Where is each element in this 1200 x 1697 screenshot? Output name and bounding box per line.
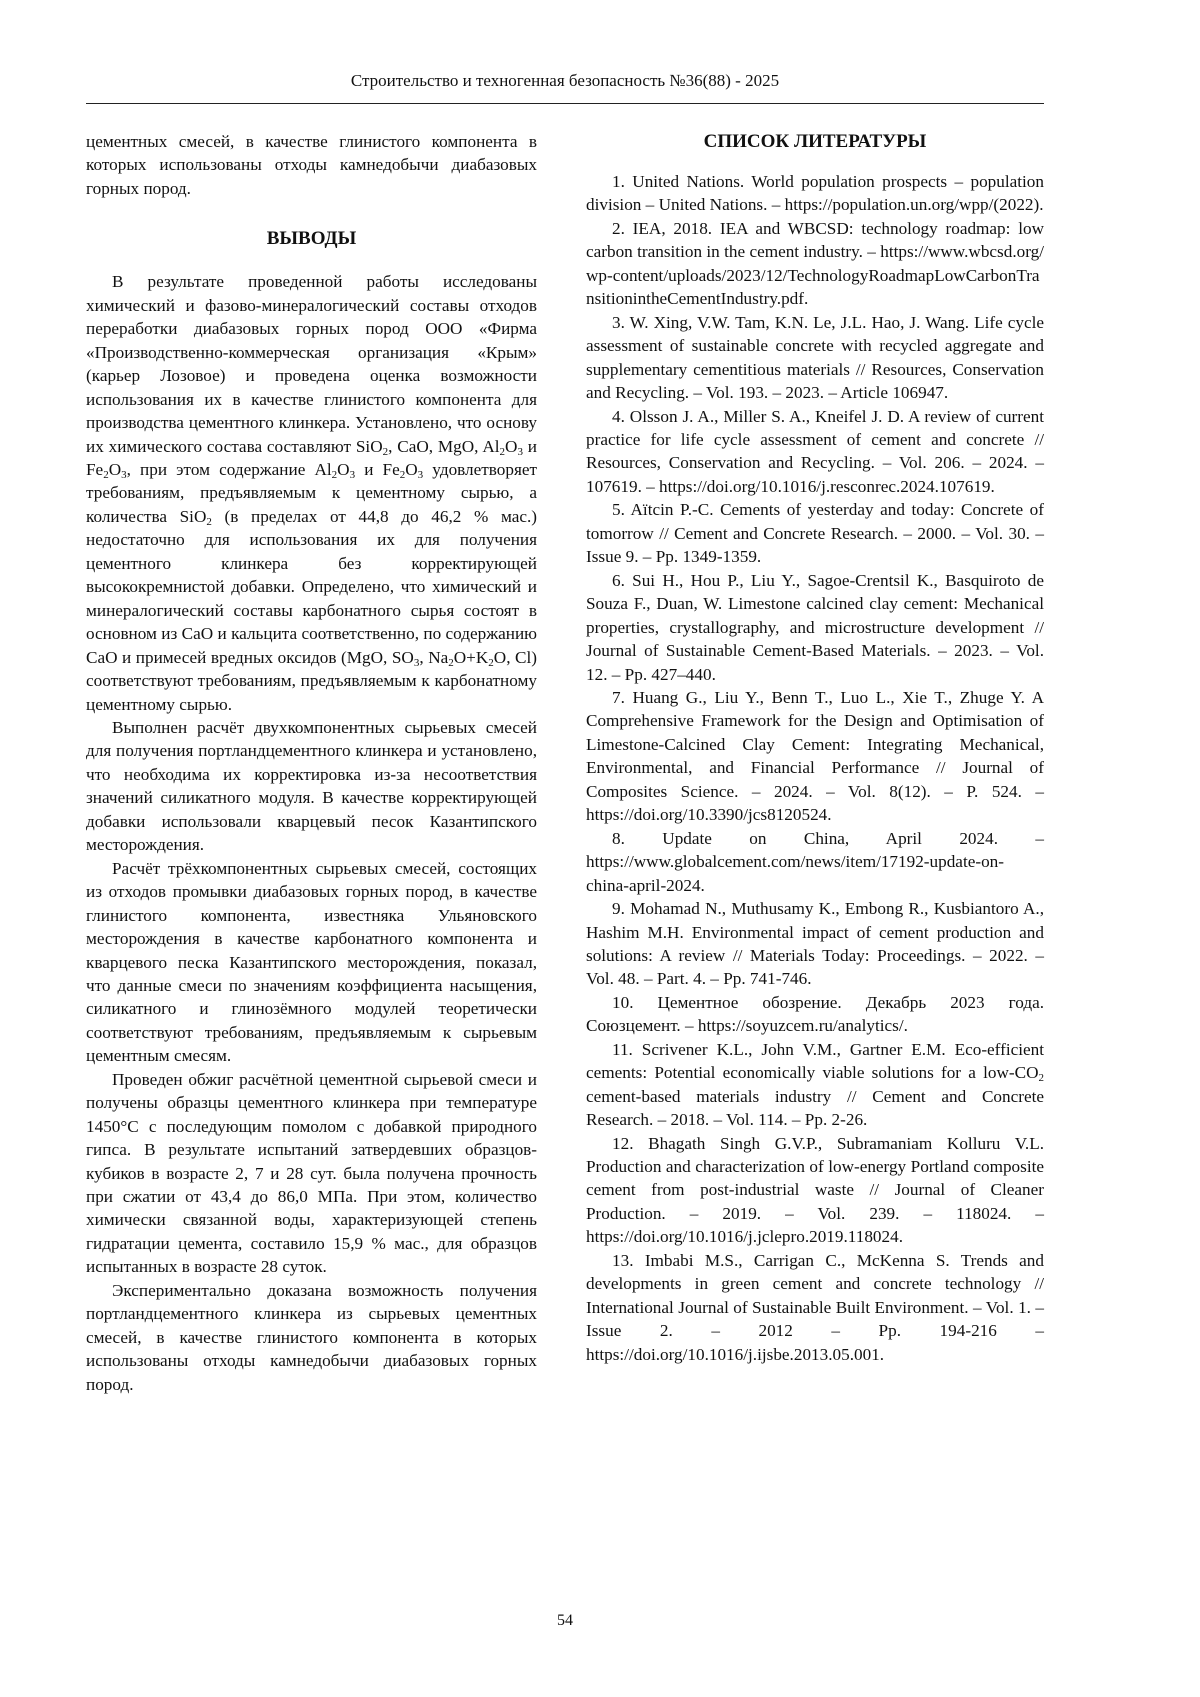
references-heading: СПИСОК ЛИТЕРАТУРЫ [703, 131, 927, 152]
reference-3: 3. W. Xing, V.W. Tam, K.N. Le, J.L. Hao, J. Wang. Life cycle assessment of sustainable concrete with recycled aggregate and supplementary cementitious materials // Resources, Conservation and Recycling. – Vol. 193. – 2023. – Article 106947. [586, 312, 1044, 403]
reference-8: 8. Update on China, April 2024. – https://www.globalcement.com/news/item/17192-update-on-china-april-2024. [586, 828, 1044, 895]
intro-fragment: цементных смесей, в качестве глинистого компонента в которых использованы отходы камнедобычи диабазовых горных пород. [86, 132, 537, 198]
reference-10: 10. Цементное обозрение. Декабрь 2023 года. Союзцемент. – https://soyuzcem.ru/analytics/. [586, 992, 1044, 1036]
reference-11: 11. Scrivener K.L., John V.M., Gartner E.M. Eco-efficient cements: Potential economically viable solutions for a low-$CO_2$ cement-based materials industry // Cement and Concrete Research. – 2018. – Vol. 114. – Pp. 2-26. [586, 1039, 1044, 1130]
reference-9: 9. Mohamad N., Muthusamy K., Embong R., Kusbiantoro A., Hashim M.H. Environmental impact of cement production and solutions: A review // Materials Today: Proceedings. – 2022. – Vol. 48. – Part. 4. – Pp. 741-746. [586, 899, 1044, 989]
reference-4: 4. Olsson J. A., Miller S. A., Kneifel J. D. A review of current practice for life cycle assessment of cement and concrete // Resources, Conservation and Recycling. – Vol. 206. – 2024. – 107619. – https://doi.org/10.1016/j.resconrec.2024.107619. [586, 406, 1044, 496]
conclusions-paragraph-3: Расчёт трёхкомпонентных сырьевых смесей, состоящих из отходов промывки диабазовых горных пород, в качестве глинистого компонента, известняка Ульяновского месторождения в качестве карбонатного компонента и кварцевого песка Казантипского месторождения, показал, что данные смеси по значениям коэффициента насыщения, силикатного и глинозёмного модулей теоретически соответствуют требованиям, предъявляемым к сырьевым цементным смесям. [86, 858, 537, 1066]
reference-6: 6. Sui H., Hou P., Liu Y., Sagoe-Crentsil K., Basquiroto de Souza F., Duan, W. Limestone calcined clay cement: Mechanical properties, crystallography, and microstructure development // Journal of Sustainable Cement-Based Materials. – 2023. – Vol. 12. – Pp. 427–440. [586, 570, 1044, 684]
reference-2-url: https://www.wbcsd.org/wp-content/uploads/2023/12/TechnologyRoadmapLowCarbonTransitionintheCementIndustry.pdf. [586, 242, 1044, 309]
reference-5: 5. Aïtcin P.-C. Cements of yesterday and today: Concrete of tomorrow // Cement and Concrete Research. – 2000. – Vol. 30. – Issue 9. – Pp. 1349-1359. [586, 500, 1044, 567]
conclusions-heading: ВЫВОДЫ [266, 228, 357, 250]
page-number: 54 [557, 1612, 573, 1629]
conclusions-paragraph-5: Экспериментально доказана возможность получения портландцементного клинкера из сырьевых цементных смесей, в качестве глинистого компонента в которых использованы отходы камнедобычи диабазовых горных пород. [86, 1280, 537, 1394]
reference-7: 7. Huang G., Liu Y., Benn T., Luo L., Xie T., Zhuge Y. A Comprehensive Framework for the Design and Optimisation of Limestone-Calcined Clay Cement: Integrating Mechanical, Environmental, and Financial Performance // Journal of Composites Science. – 2024. – Vol. 8(12). – P. 524. – https://doi.org/10.3390/jcs8120524. [586, 687, 1044, 825]
reference-12: 12. Bhagath Singh G.V.P., Subramaniam Kolluru V.L. Production and characterization of low-energy Portland composite cement from post-industrial waste // Journal of Cleaner Production. – 2019. – Vol. 239. – 118024. – https://doi.org/10.1016/j.jclepro.2019.118024. [586, 1133, 1044, 1247]
right-column [586, 130, 1044, 1366]
conclusions-paragraph-1: В результате проведенной работы исследованы химический и фазово-минералогический составы отходов переработки диабазовых горных пород ООО «Фирма «Производственно-коммерческая организация «Крым» (карьер Лозовое) и проведена оценка возможности использования их в качестве глинистого компонента для производства цементного клинкера. Установлено, что основу их химического состава составляют SiO$_2$, CaO, MgO, $Al_2O_3$ и $Fe_2O_3$, при этом содержание $Al_2O_3$ и $Fe_2O_3$ удовлетворяет требованиям, предъявляемым к цементному сырью, а количества SiO$_2$ (в пределах от 44,8 до 46,2 % мас.) недостаточно для использования их для получения цементного клинкера без корректирующей высококремнистой добавки. Определено, что химический и минералогический составы карбонатного сырья состоят в основном из CaO и кальцита соответственно, по содержанию CaO и примесей вредных оксидов (MgO, $SO_3$, $Na_2O+K_2O$, Cl) соответствуют требованиям, предъявляемым к карбонатному цементному сырью. [86, 272, 537, 714]
reference-2: 2. IEA, 2018. IEA and WBCSD: technology roadmap: low carbon transition in the cement industry. – https://www.wbcsd.org/wp-content/uploads/2023/12/TechnologyRoadmapLowCarbonTransitionintheCementIndustry.pdf. [586, 218, 1044, 309]
reference-1: 1. United Nations. World population prospects – population division – United Nations. – https://population.un.org/wpp/(2022). [586, 172, 1044, 215]
conclusions-paragraph-4: Проведен обжиг расчётной цементной сырьевой смеси и получены образцы цементного клинкера при температуре 1450°С с последующим помолом с добавкой природного гипса. В результате испытаний затвердевших образцов-кубиков в возрасте 2, 7 и 28 сут. была получена прочность при сжатии от 43,4 до 86,0 МПа. При этом, количество химически связанной воды, характеризующей степень гидратации цемента, составило 15,9 % мас., для образцов испытанных в возрасте 28 суток. [86, 1069, 537, 1277]
conclusions-paragraph-2: Выполнен расчёт двухкомпонентных сырьевых смесей для получения портландцементного клинкера и установлено, что необходима их корректировка из-за несоответствия значений силикатного модуля. В качестве корректирующей добавки использовали кварцевый песок Казантипского месторождения. [86, 717, 537, 855]
header-rule [86, 103, 1044, 104]
left-column [86, 130, 537, 1396]
running-header: Строительство и техногенная безопасность №36(88) - 2025 [350, 71, 780, 90]
reference-13: 13. Imbabi M.S., Carrigan C., McKenna S. Trends and developments in green cement and concrete technology // International Journal of Sustainable Built Environment. – Vol. 1. – Issue 2. – 2012 – Pp. 194-216 – https://doi.org/10.1016/j.ijsbe.2013.05.001. [586, 1250, 1044, 1364]
